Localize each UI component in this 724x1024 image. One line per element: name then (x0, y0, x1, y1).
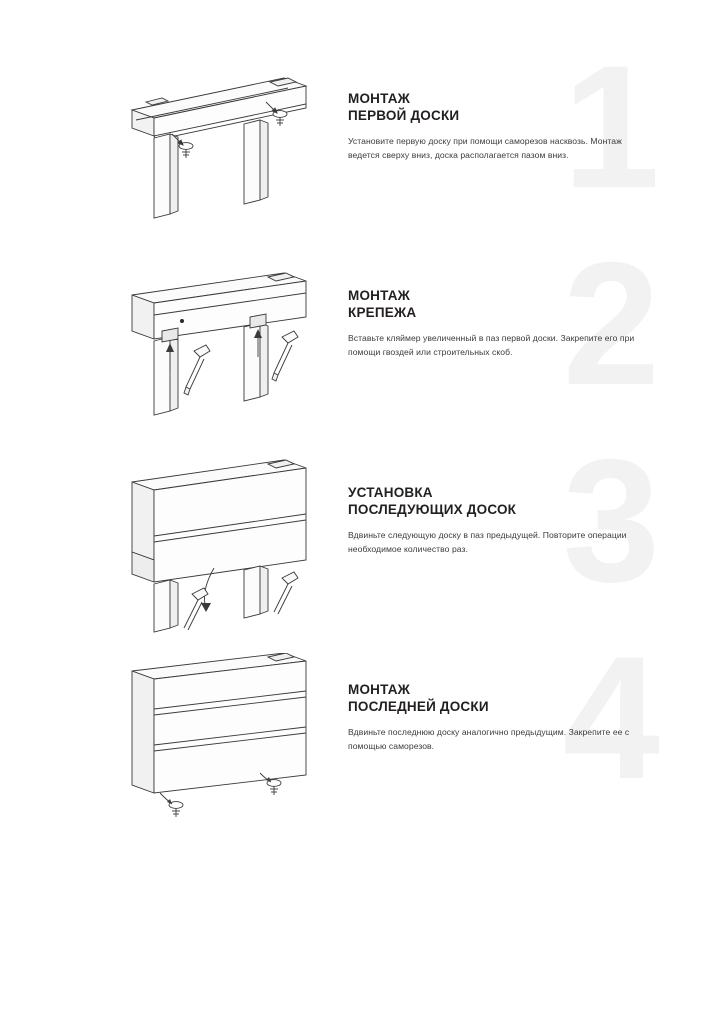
step-title (348, 681, 638, 715)
step-description: Вдвиньте следующую доску в паз предыдущей. Повторите операции необходимое количество раз. (348, 530, 627, 554)
step-title-line1: МОНТАЖ (348, 91, 411, 106)
step-title-line2: ПЕРВОЙ ДОСКИ (348, 108, 460, 123)
first-board-installation-diagram (110, 62, 330, 252)
steps-list (0, 30, 724, 850)
step-text-block (348, 484, 638, 556)
step-title-line1: МОНТАЖ (348, 288, 411, 303)
step-description: Вставьте кляймер увеличенный в паз первой доски. Закрепите его при помощи гвоздей или строительных скоб. (348, 333, 635, 357)
step-text-block (348, 287, 638, 359)
step-number-watermark: 4 (562, 621, 660, 816)
step-title (348, 484, 638, 518)
subsequent-boards-diagram (110, 456, 330, 646)
step-title-line1: УСТАНОВКА (348, 485, 433, 500)
step-text-block (348, 90, 638, 162)
step-title (348, 90, 638, 124)
step-title-line2: ПОСЛЕДНЕЙ ДОСКИ (348, 699, 489, 714)
step-description: Установите первую доску при помощи саморезов насквозь. Монтаж ведется сверху вниз, доска располагается пазом вниз. (348, 136, 622, 160)
step-number-watermark: 3 (562, 424, 660, 619)
step-number-watermark: 1 (562, 30, 660, 225)
step-title-line2: ПОСЛЕДУЮЩИХ ДОСОК (348, 502, 517, 517)
last-board-installation-diagram (110, 653, 330, 843)
step-description: Вдвиньте последнюю доску аналогично предыдущим. Закрепите ее с помощью саморезов. (348, 727, 630, 751)
step-item (0, 621, 724, 850)
step-title-line1: МОНТАЖ (348, 682, 411, 697)
fastener-installation-diagram (110, 259, 330, 449)
step-text-block (348, 681, 638, 753)
step-title (348, 287, 638, 321)
step-title-line2: КРЕПЕЖА (348, 305, 417, 320)
step-number-watermark: 2 (562, 227, 660, 422)
